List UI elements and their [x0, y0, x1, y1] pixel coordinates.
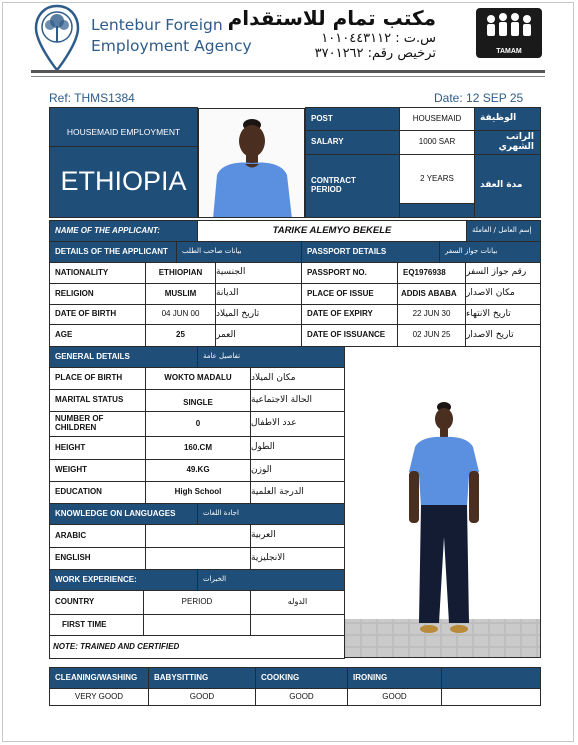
place-of-birth-value: WOKTO MADALU [145, 367, 251, 390]
contract-period-spacer [399, 203, 475, 218]
marital-status-label: MARITAL STATUS [49, 389, 146, 412]
office-cr-number: س.ت : ١٠١٠٤٤٣١١٢ [321, 31, 436, 46]
date-of-issuance-arabic-label: تاريخ الاصدار [465, 324, 541, 347]
nationality-label: NATIONALITY [49, 262, 146, 284]
skill-extra-header [441, 667, 541, 689]
work-experience-header: WORK EXPERIENCE: [49, 569, 198, 591]
work-extra-cell [250, 614, 345, 636]
religion-arabic-label: الديانة [215, 283, 302, 305]
post-arabic-label: الوظيفة [474, 107, 541, 131]
arabic-language-arabic-label: العربية [250, 524, 345, 548]
date-of-birth-value: 04 JUN 00 [145, 304, 216, 325]
applicant-name-arabic-label: إسم العامل / العاملة [466, 220, 541, 242]
skill-cleaning-level: VERY GOOD [49, 688, 149, 706]
marital-status-value: SINGLE [145, 389, 251, 412]
place-of-birth-arabic-label: مكان الميلاد [250, 367, 345, 390]
age-value: 25 [145, 324, 216, 347]
english-language-label: ENGLISH [49, 547, 146, 570]
agency-name-line2: Employment Agency [91, 37, 252, 55]
first-time-label: FIRST TIME [49, 614, 144, 636]
place-of-issue-value: ADDIS ABABA [397, 283, 466, 305]
office-arabic-title: مكتب تمام للاستقدام [227, 6, 436, 30]
post-value: HOUSEMAID [399, 107, 475, 131]
job-title: HOUSEMAID EMPLOYMENT [49, 107, 198, 147]
skill-cooking-header: COOKING [255, 667, 348, 689]
applicant-full-body-photo [344, 346, 541, 658]
english-language-level [145, 547, 251, 570]
agency-name-line1: Lentebur Foreign [91, 16, 223, 34]
training-note: NOTE: TRAINED AND CERTIFIED [49, 635, 345, 659]
agency-logo-pin-icon [33, 4, 81, 72]
work-period-cell [143, 614, 251, 636]
weight-label: WEIGHT [49, 459, 146, 482]
applicant-details-arabic-header: بيانات صاحب الطلب [176, 241, 302, 263]
skill-ironing-level: GOOD [347, 688, 442, 706]
passport-number-arabic-label: رقم جواز السفر [465, 262, 541, 284]
general-details-arabic-header: تفاصيل عامة [197, 346, 345, 368]
work-country-arabic-header: الدوله [250, 590, 345, 615]
languages-header: KNOWLEDGE ON LANGUAGES [49, 503, 198, 525]
reference-number: Ref: THMS1384 [49, 91, 135, 105]
english-language-arabic-label: الانجليزية [250, 547, 345, 570]
general-details-header: GENERAL DETAILS [49, 346, 198, 368]
number-of-children-value: 0 [145, 411, 251, 437]
passport-number-value: EQ1976938 [397, 262, 466, 284]
religion-label: RELIGION [49, 283, 146, 305]
contract-period-value: 2 YEARS [399, 154, 475, 204]
date-of-issuance-value: 02 JUN 25 [397, 324, 466, 347]
applicant-details-header: DETAILS OF THE APPLICANT [49, 241, 177, 263]
date-of-birth-arabic-label: تاريخ الميلاد [215, 304, 302, 325]
skill-cleaning-header: CLEANING/WASHING [49, 667, 149, 689]
passport-details-arabic-header: بيانات جواز السفر [439, 241, 541, 263]
country-title: ETHIOPIA [49, 146, 198, 218]
salary-value: 1000 SAR [399, 130, 475, 155]
date-of-birth-label: DATE OF BIRTH [49, 304, 146, 325]
religion-value: MUSLIM [145, 283, 216, 305]
age-label: AGE [49, 324, 146, 347]
applicant-portrait-photo [198, 108, 305, 218]
contract-period-arabic-label: مدة العقد [474, 154, 541, 218]
arabic-language-level [145, 524, 251, 548]
place-of-issue-label: PLACE OF ISSUE [301, 283, 398, 305]
office-logo-text: TAMAM [496, 48, 522, 55]
education-label: EDUCATION [49, 481, 146, 504]
skill-babysitting-level: GOOD [148, 688, 256, 706]
height-value: 160.CM [145, 436, 251, 460]
work-country-column-header: COUNTRY [49, 590, 144, 615]
header-divider-thin [31, 76, 545, 77]
header-divider [31, 70, 545, 73]
skill-babysitting-header: BABYSITTING [148, 667, 256, 689]
office-license-number: ترخيص رقم: ٣٧٠١٢٦٢ [314, 46, 436, 61]
document-date: Date: 12 SEP 25 [434, 91, 524, 105]
education-value: High School [145, 481, 251, 504]
people-logo-icon [476, 8, 542, 48]
marital-status-arabic-label: الحالة الاجتماعية [250, 389, 345, 412]
salary-arabic-label: الراتب الشهري [474, 130, 541, 155]
number-of-children-arabic-label: عدد الاطفال [250, 411, 345, 437]
work-experience-arabic-header: الخبرات [197, 569, 345, 591]
place-of-birth-label: PLACE OF BIRTH [49, 367, 146, 390]
age-arabic-label: العمر [215, 324, 302, 347]
education-arabic-label: الدرجة العلمية [250, 481, 345, 504]
weight-arabic-label: الوزن [250, 459, 345, 482]
skill-cooking-level: GOOD [255, 688, 348, 706]
skill-extra-level [441, 688, 541, 706]
date-of-expiry-value: 22 JUN 30 [397, 304, 466, 325]
weight-value: 49.KG [145, 459, 251, 482]
number-of-children-label: NUMBER OF CHILDREN [49, 411, 146, 437]
nationality-value: ETHIOPIAN [145, 262, 216, 284]
post-label: POST [305, 107, 400, 131]
place-of-issue-arabic-label: مكان الاصدار [465, 283, 541, 305]
date-of-issuance-label: DATE OF ISSUANCE [301, 324, 398, 347]
date-of-expiry-label: DATE OF EXPIRY [301, 304, 398, 325]
office-logo [476, 8, 542, 58]
skill-ironing-header: IRONING [347, 667, 442, 689]
salary-label: SALARY [305, 130, 400, 155]
passport-number-label: PASSPORT NO. [301, 262, 398, 284]
languages-arabic-header: اجادة اللغات [197, 503, 345, 525]
work-period-column-header: PERIOD [143, 590, 251, 615]
passport-details-header: PASSPORT DETAILS [301, 241, 440, 263]
applicant-name-value: TARIKE ALEMYO BEKELE [197, 220, 467, 242]
applicant-name-label: NAME OF THE APPLICANT: [49, 220, 198, 242]
height-arabic-label: الطول [250, 436, 345, 460]
height-label: HEIGHT [49, 436, 146, 460]
date-of-expiry-arabic-label: تاريخ الانتهاء [465, 304, 541, 325]
arabic-language-label: ARABIC [49, 524, 146, 548]
contract-period-label: CONTRACT PERIOD [305, 154, 400, 218]
nationality-arabic-label: الجنسية [215, 262, 302, 284]
office-header [227, 4, 570, 74]
